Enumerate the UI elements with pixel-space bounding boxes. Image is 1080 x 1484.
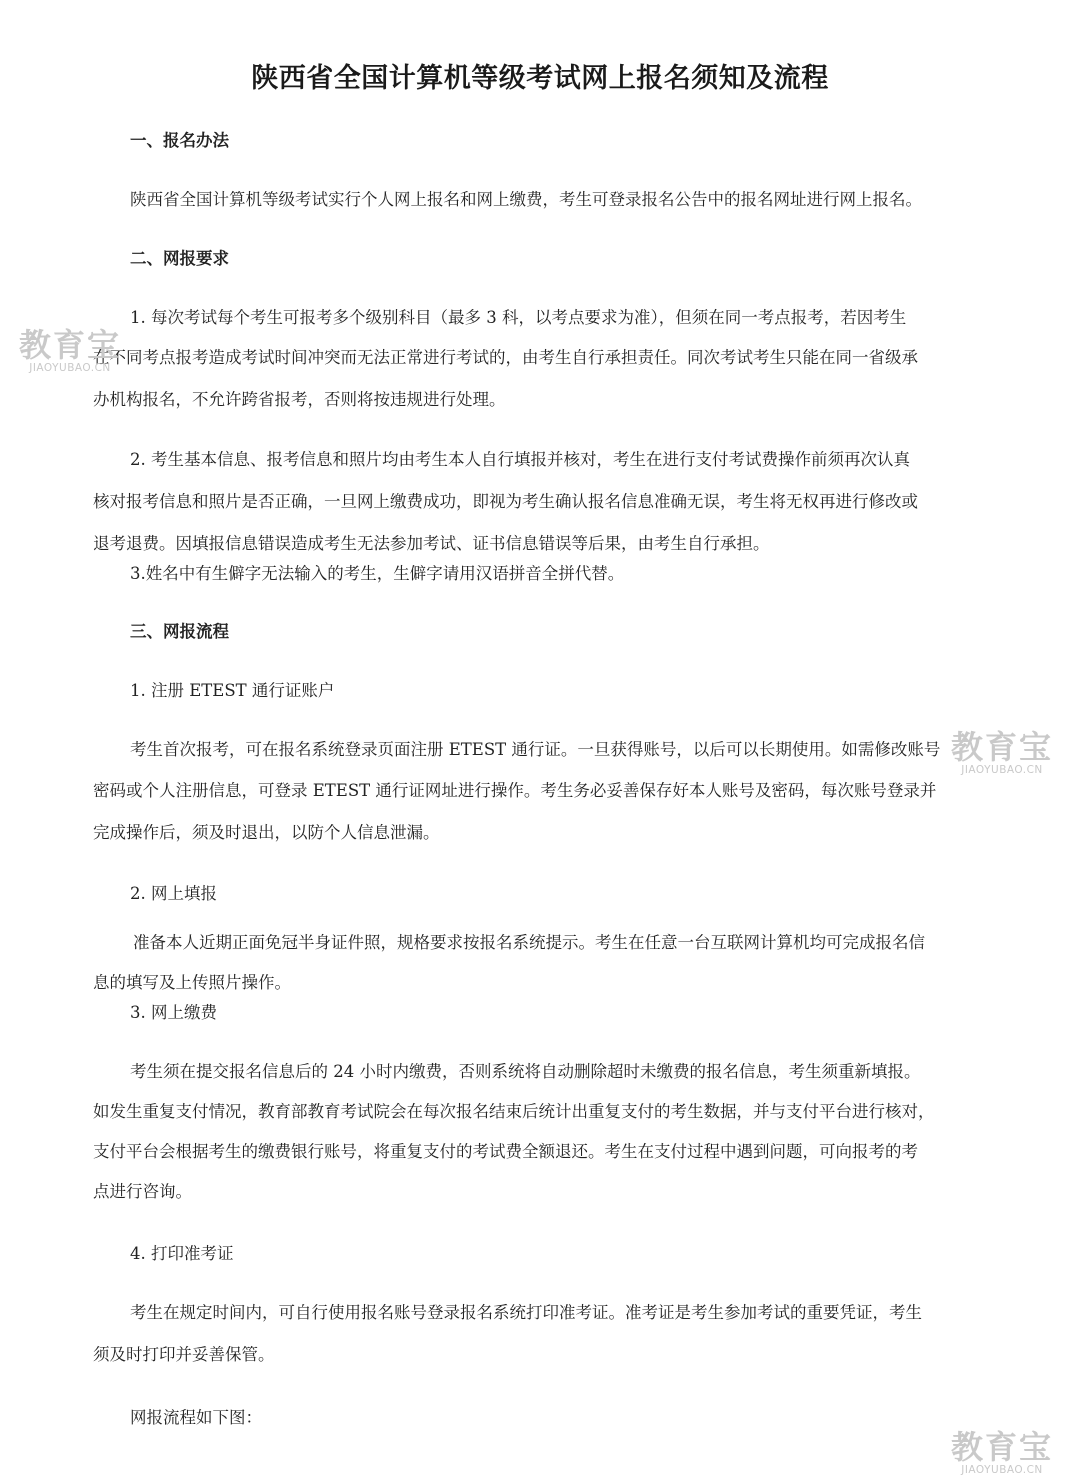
text-line: 准备本人近期正面免冠半身证件照，规格要求按报名系统提示。考生在任意一台互联网计算机均可完成报名信: [133, 933, 925, 952]
document-title: 陕西省全国计算机等级考试网上报名须知及流程: [251, 63, 829, 94]
text-line: 办机构报名，不允许跨省报考，否则将按违规进行处理。: [93, 390, 506, 409]
step-3-paragraph-continued: [93, 1094, 935, 1210]
step-3-paragraph: [130, 1054, 921, 1090]
text-line: 息的填写及上传照片操作。: [93, 973, 291, 992]
watermark-logo: 教育宝 JIAOYUBAO.CN: [950, 728, 1053, 776]
section-heading-1: 一、报名办法: [130, 131, 229, 150]
text-line: 在不同考点报考造成考试时间冲突而无法正常进行考试的，由考生自行承担责任。同次考试考生只能在同一省级承: [93, 348, 918, 367]
step-2-paragraph: [133, 925, 925, 961]
requirement-item-1-continued: [93, 340, 918, 418]
text-line: 密码或个人注册信息，可登录 ETEST 通行证网址进行操作。考生务必妥善保存好本人账号及密码，每次账号登录并: [93, 781, 937, 800]
text-line: 考生首次报考，可在报名系统登录页面注册 ETEST 通行证。一旦获得账号，以后可以长期使用。如需修改账号: [130, 740, 941, 759]
text-line: 考生在规定时间内，可自行使用报名账号登录报名系统打印准考证。准考证是考生参加考试的重要凭证，考生: [130, 1303, 922, 1322]
requirement-item-2-continued: [93, 484, 918, 562]
step-1-title: 1. 注册 ETEST 通行证账户: [130, 681, 335, 700]
requirement-item-3: [130, 556, 624, 592]
text-line: 退考退费。因填报信息错误造成考生无法参加考试、证书信息错误等后果，由考生自行承担。: [93, 534, 770, 553]
flow-chart-caption: 网报流程如下图：: [130, 1408, 262, 1427]
text-line: 陕西省全国计算机等级考试实行个人网上报名和网上缴费，考生可登录报名公告中的报名网址进行网上报名。: [130, 190, 922, 209]
step-4-paragraph-continued: [93, 1337, 275, 1373]
step-1-paragraph: [130, 732, 940, 768]
section-1-paragraph: [130, 182, 922, 218]
text-line: 1. 每次考试每个考生可报考多个级别科目（最多 3 科，以考点要求为准），但须在同一考点报考，若因考生: [130, 308, 907, 327]
section-heading-2: 二、网报要求: [130, 249, 229, 268]
text-line: 2. 考生基本信息、报考信息和照片均由考生本人自行填报并核对，考生在进行支付考试费操作前须再次认真: [130, 450, 910, 469]
requirement-item-1: [130, 300, 906, 336]
text-line: 3.姓名中有生僻字无法输入的考生，生僻字请用汉语拼音全拼代替。: [130, 564, 625, 583]
text-line: 如发生重复支付情况，教育部教育考试院会在每次报名结束后统计出重复支付的考生数据，并与支付平台进行核对，: [93, 1102, 935, 1121]
watermark-logo: 教育宝 JIAOYUBAO.CN: [950, 1428, 1053, 1476]
requirement-item-2: [130, 442, 910, 478]
step-1-paragraph-continued: [93, 773, 936, 851]
watermark-logo: 教育宝 JIAOYUBAO.CN: [18, 326, 121, 374]
step-4-paragraph: [130, 1295, 922, 1331]
step-3-title: 3. 网上缴费: [130, 1003, 217, 1022]
step-2-title: 2. 网上填报: [130, 884, 217, 903]
text-line: 核对报考信息和照片是否正确，一旦网上缴费成功，即视为考生确认报名信息准确无误，考生将无权再进行修改或: [93, 492, 918, 511]
section-heading-3: 三、网报流程: [130, 622, 229, 641]
text-line: 点进行咨询。: [93, 1182, 192, 1201]
text-line: 须及时打印并妥善保管。: [93, 1345, 275, 1364]
text-line: 完成操作后，须及时退出，以防个人信息泄漏。: [93, 823, 440, 842]
text-line: 支付平台会根据考生的缴费银行账号，将重复支付的考试费全额退还。考生在支付过程中遇到问题，可向报考的考: [93, 1142, 918, 1161]
text-line: 考生须在提交报名信息后的 24 小时内缴费，否则系统将自动删除超时未缴费的报名信息，考生须重新填报。: [130, 1062, 921, 1081]
step-4-title: 4. 打印准考证: [130, 1244, 234, 1263]
